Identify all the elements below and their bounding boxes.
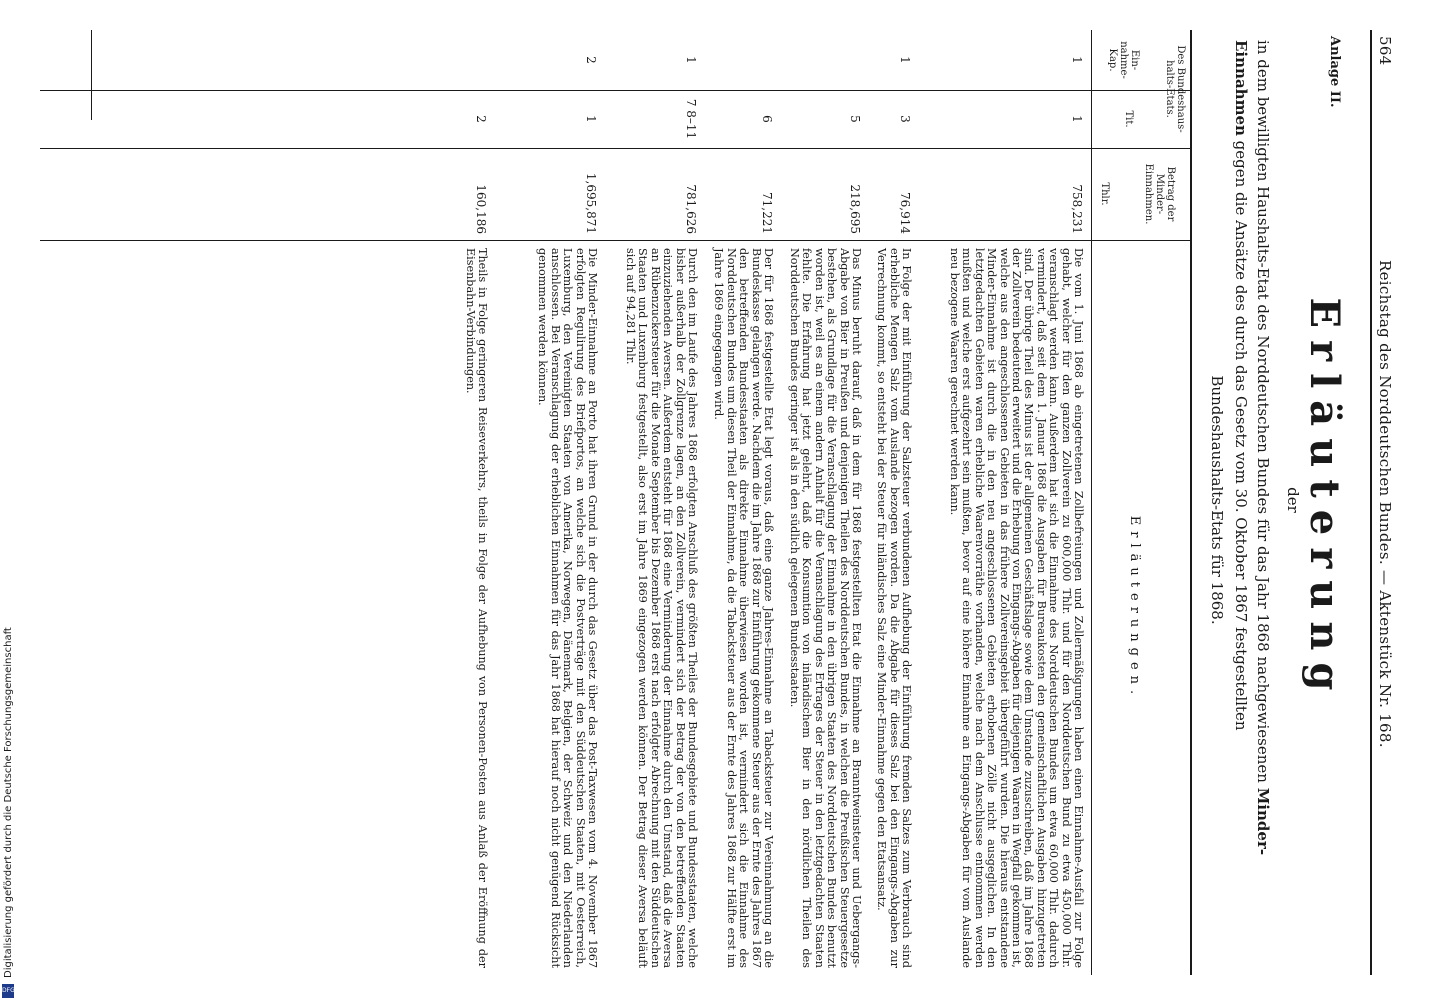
head-erlaeuterungen: Erläuterungen. bbox=[1127, 515, 1142, 701]
digitization-note: Digitalisierung gefördert durch die Deutsche Forschungsgemeinschaft bbox=[3, 627, 14, 978]
row-amount: 781,626 bbox=[684, 184, 698, 234]
table-row bbox=[488, 30, 598, 975]
caption-line-1-bold: Minder- bbox=[1254, 787, 1272, 856]
dfg-logo: DFG bbox=[2, 984, 14, 998]
row-text: In Folge der mit Einführung der Salzsteuer verbundenen Aufhebung der Einführung fremden Salzes zum Verbrauch sind erhebliche Mengen Salz vom Auslande bezogen worden. Da die Abgabe für dieses Salz bei den Eingangs-Abgaben zur Verrechnung kommt, so entsteht bei der Steuer für inländisches Salz eine Minder-Einnahme gegen den Etatsansatz. bbox=[875, 248, 913, 968]
head-betrag-unit: Thlr. bbox=[1099, 182, 1110, 206]
row-text: Durch den im Laufe des Jahres 1868 erfolgten Anschluß des größten Theiles der Bundesgebiete und Bundesstaaten, welche bisher außerhalb der Zollgrenze lagen, an den Zollverein, vermindert sich der Betrag der von den betreffenden Staaten einzuziehenden Aversen. Außerdem entsteht für 1868 eine Verminderung der Einnahme durch den Umstand, daß die Aversa an Rübenzuckersteuer für die Monate September bis Dezember 1868 erst nach erfolgter Abrechnung mit den Süddeutschen Staaten und Luxemburg festgestellt, also erst im Jahre 1869 eingezogen werden können. Der Betrag dieser Aversa beläuft sich auf 94,281 Thlr. bbox=[623, 248, 699, 968]
table-row bbox=[698, 30, 774, 975]
title-der: der bbox=[1284, 487, 1302, 513]
table-end-rule bbox=[91, 30, 92, 120]
table-top-rule bbox=[1190, 30, 1192, 975]
row-text: Die vom 1. Juni 1868 ab eingetretenen Zollbefreiungen und Zollermäßigungen haben einen Einnahme-Ausfall zur Folge gehabt, welcher für den ganzen Zollverein zu 600,000 Thlr. und für den Norddeutschen Bund zu etwa 450,000 Thlr. veranschlagt werden kann. Außerdem hat sich die Einnahme des Norddeutschen Bundes um etwa 60,000 Thlr. dadurch vermindert, daß seit dem 1. Januar 1868 die Ausgaben für Bureaukosten den gemeinschaftlichen Ausgaben hinzugetreten sind. Der übrige Theil des Minus ist der allgemeinen Geschäftslage sowie dem Umstande zuzuschreiben, daß im Jahre 1868 der Zollverein bedeutend erweitert und die Erhebung von Eingangs-Abgaben für diejenigen Waaren in Wegfall gekommen ist, welche aus den angeschlossenen Gebieten in das frühere Zollvereinsgebiet übergeführt wurden. Die hieraus entstandene Minder-Einnahme ist durch die in den neu angeschlossenen Gebieten erhobenen Zölle nicht ausgeglichen. In den letztgedachten Gebieten waren erhebliche Waarenvorräthe vorhanden, welche nach dem Anschlusse entnommen werden mußten und welche erst aufgezehrt sein mußten, bevor auf eine höhere Einnahme an Eingangs-Abgaben für vom Auslande neu bezogene Waaren gerechnet werden kann. bbox=[947, 248, 1085, 968]
row-text: Das Minus beruht darauf, daß in dem für 1868 festgestellten Etat die Einnahme an Branntweinsteuer und Uebergangs-Abgabe von Bier in Preußen und denjenigen Theilen des Norddeutschen Bundes, in welchen die Preußischen Steuergesetze bestehen, als Grundlage für die Veranschlagung der Einnahme in den übrigen Staaten des Norddeutschen Bundes benutzt worden ist, weil es an einem andern Anhalt für die Veranschlagung des Ertrages der Steuer in den letztgedachten Staaten fehlte. Die Erfahrung hat jetzt gelehrt, daß die Konsumtion von inländischem Bier in den nördlichen Theilen des Norddeutschen Bundes geringer ist als in den südlich gelegenen Bundesstaaten. bbox=[787, 248, 863, 968]
digitization-sidebar bbox=[0, 0, 16, 1000]
table-row bbox=[598, 30, 698, 975]
row-amount: 1,695,871 bbox=[584, 172, 598, 234]
row-tit: 3 bbox=[898, 115, 912, 123]
annex-label: Anlage II. bbox=[1327, 36, 1342, 108]
row-tit: 5 bbox=[848, 115, 862, 123]
row-amount: 71,221 bbox=[760, 192, 774, 234]
caption-line-3: Bundeshaushalts-Etats für 1868. bbox=[1208, 375, 1226, 625]
table-body bbox=[448, 30, 1084, 975]
caption-line-2-text: gegen die Ansätze des durch das Gesetz vom 30. Oktober 1867 festgestellten bbox=[1232, 140, 1250, 731]
page-number: 564 bbox=[1376, 36, 1394, 66]
row-amount: 758,231 bbox=[1070, 184, 1084, 234]
row-kap: 1 bbox=[1070, 56, 1084, 64]
table-row bbox=[774, 30, 862, 975]
row-amount: 160,186 bbox=[474, 184, 488, 234]
row-tit: 7 8–11 bbox=[684, 98, 698, 140]
caption-line-1-text: in dem bewilligten Haushalts-Etat des Norddeutschen Bundes für das Jahr 1868 nachgewiesenen bbox=[1254, 40, 1272, 783]
table-row bbox=[912, 30, 1084, 975]
header-rule bbox=[1370, 30, 1372, 975]
running-header: Reichstag des Norddeutschen Bundes. — Aktenstück Nr. 168. bbox=[1376, 260, 1394, 748]
table-row bbox=[448, 30, 488, 975]
row-amount: 218,695 bbox=[848, 184, 862, 234]
row-tit: 1 bbox=[1070, 115, 1084, 123]
document-title: Erläuterung bbox=[1301, 297, 1348, 703]
row-kap: 1 bbox=[684, 56, 698, 64]
head-tit: Tit. bbox=[1123, 110, 1134, 128]
caption-line-2 bbox=[1232, 40, 1250, 970]
row-tit: 6 bbox=[760, 115, 774, 123]
row-text: Die Minder-Einnahme an Porto hat ihren Grund in der durch das Gesetz über das Post-Taxwesen vom 4. November 1867 erfolgten Regulirung des Briefportos, an welche sich die Postverträge mit den Süddeutschen Staaten, mit Oesterreich, Luxemburg, den Vereinigten Staaten von Amerika, Norwegen, Dänemark, Belgien, der Schweiz und den Niederlanden anschlossen. Bei Veranschlagung der erheblichen Einnahmen für das Jahr 1868 hat hierauf noch nicht genügend Rücksicht genommen werden können. bbox=[536, 248, 599, 968]
row-kap: 2 bbox=[584, 56, 598, 64]
row-kap: 1 bbox=[898, 56, 912, 64]
row-text: Theils in Folge geringeren Reiseverkehrs, theils in Folge der Aufhebung von Personen-Posten aus Anlaß der Eröffnung der Eisenbahn-Verbindungen. bbox=[463, 248, 489, 968]
table-row bbox=[862, 30, 912, 975]
head-betrag: Betrag der Minder-Einnahmen. bbox=[1143, 163, 1176, 225]
row-tit: 1 bbox=[584, 115, 598, 123]
caption-line-1 bbox=[1254, 40, 1272, 970]
row-tit: 2 bbox=[474, 115, 488, 123]
table-head-rule bbox=[1091, 30, 1092, 975]
head-kap: Ein-nahme-Kap. bbox=[1107, 41, 1140, 79]
row-text: Der für 1868 festgestellte Etat legt voraus, daß eine ganze Jahres-Einnahme an Tabacksteuer zur Vereinnahmung an die Bundeskasse gelangen werde. Nachdem die im Jahre 1868 zur Einführung gekommene Steuer aus der Ernte des Jahres 1867 den betreffenden Bundesstaaten als direkte Einnahme überwiesen worden ist, vermindert sich die Einnahme des Norddeutschen Bundes um diesen Theil der Einnahme, da die Tabacksteuer aus der Ernte des Jahres 1868 zur Hälfte erst im Jahre 1869 eingegangen wird. bbox=[712, 248, 775, 968]
row-amount: 76,914 bbox=[898, 192, 912, 234]
head-kap-group: Des Bundeshaus-halts-Etats. bbox=[1164, 45, 1186, 133]
caption-line-2-bold: Einnahmen bbox=[1232, 40, 1250, 136]
